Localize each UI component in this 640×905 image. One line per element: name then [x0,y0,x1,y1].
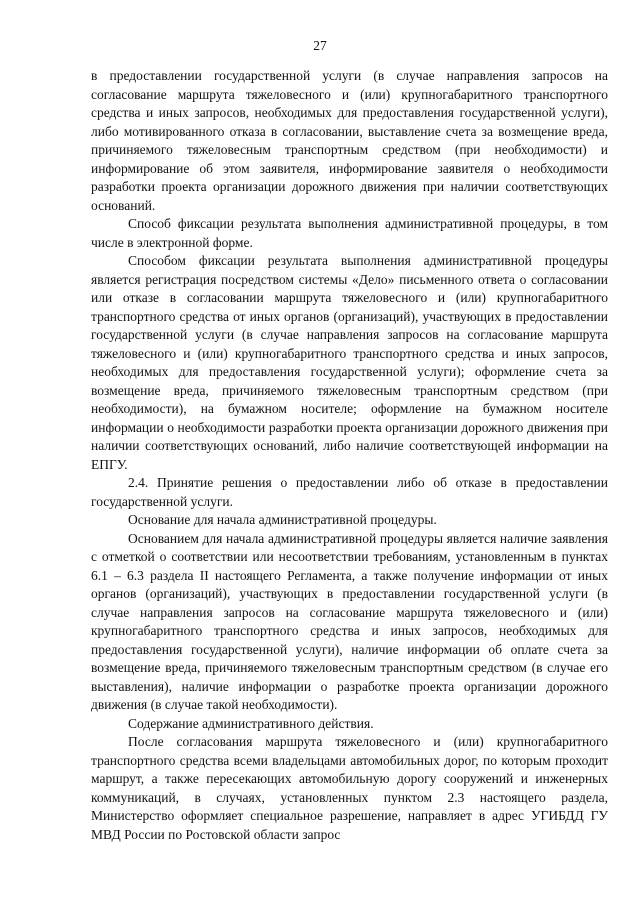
paragraph-fixation-method: Способом фиксации результата выполнения административной процедуры является регистрация посредством системы «Дело» письменного ответа о согласовании или отказе в согласовании маршрута тяжеловесного и (или) крупногабаритного транспортного средства от иных органов (организаций), участвующих в предоставлении государственной услуги (в случае направления запросов на согласование маршрута тяжеловесного и (или) крупногабаритного транспортного средства и иных запросов, необходимых для предоставления государственной услуги); оформление счета за возмещение вреда, причиняемого тяжеловесным транспортным средством (при необходимости), на бумажном носителе; оформление на бумажном носителе информации о необходимости разработки проекта организации дорожного движения при наличии соответствующих оснований, либо наличие соответствующей информации на ЕПГУ. [91,253,608,472]
paragraph-fixation-method-heading: Способ фиксации результата выполнения административной процедуры, в том числе в электронной форме. [91,216,608,250]
paragraph-basis: Основанием для начала административной процедуры является наличие заявления с отметкой о соответствии или несоответствии требованиям, установленным в пунктах 6.1 – 6.3 раздела II настоящего Регламента, а также получение информации от иных органов (организаций), участвующих в предоставлении государственной услуги (в случае направления запросов на согласование маршрута тяжеловесного и (или) крупногабаритного транспортного средства и иных запросов, необходимых для предоставления государственной услуги), наличие информации об оплате счета за возмещение вреда, причиняемого тяжеловесным транспортным средством (в случае его выставления), наличие информации о разработке проекта организации дорожного движения (в случае такой необходимости). [91,530,608,712]
page-number: 27 [313,38,327,53]
paragraph-continuation: в предоставлении государственной услуги (в случае направления запросов на согласование маршрута тяжеловесного и (или) крупногабаритного транспортного средства и иных запросов, необходимых для предоставления государственной услуги), либо мотивированного отказа в согласовании, выставление счета за возмещение вреда, причиняемого тяжеловесным транспортным средством (при необходимости) и информирование об этом заявителя, информирование заявителя о необходимости разработки проекта организации дорожного движения при наличии соответствующих оснований. [91,68,608,213]
paragraph-action-content: После согласования маршрута тяжеловесного и (или) крупногабаритного транспортного средства всеми владельцами автомобильных дорог, по которым проходит маршрут, а также пересекающих автомобильную дорогу сооружений и инженерных коммуникаций, в случаях, установленных пунктом 2.3 настоящего раздела, Министерство оформляет специальное разрешение, направляет в адрес УГИБДД ГУ МВД России по Ростовской области запрос [91,734,608,842]
section-heading-2-4: 2.4. Принятие решения о предоставлении либо об отказе в предоставлении государственной услуги. [91,475,608,509]
paragraph-action-content-heading: Содержание административного действия. [128,715,374,731]
paragraph-basis-heading: Основание для начала административной процедуры. [128,512,437,527]
document-body [91,67,608,844]
